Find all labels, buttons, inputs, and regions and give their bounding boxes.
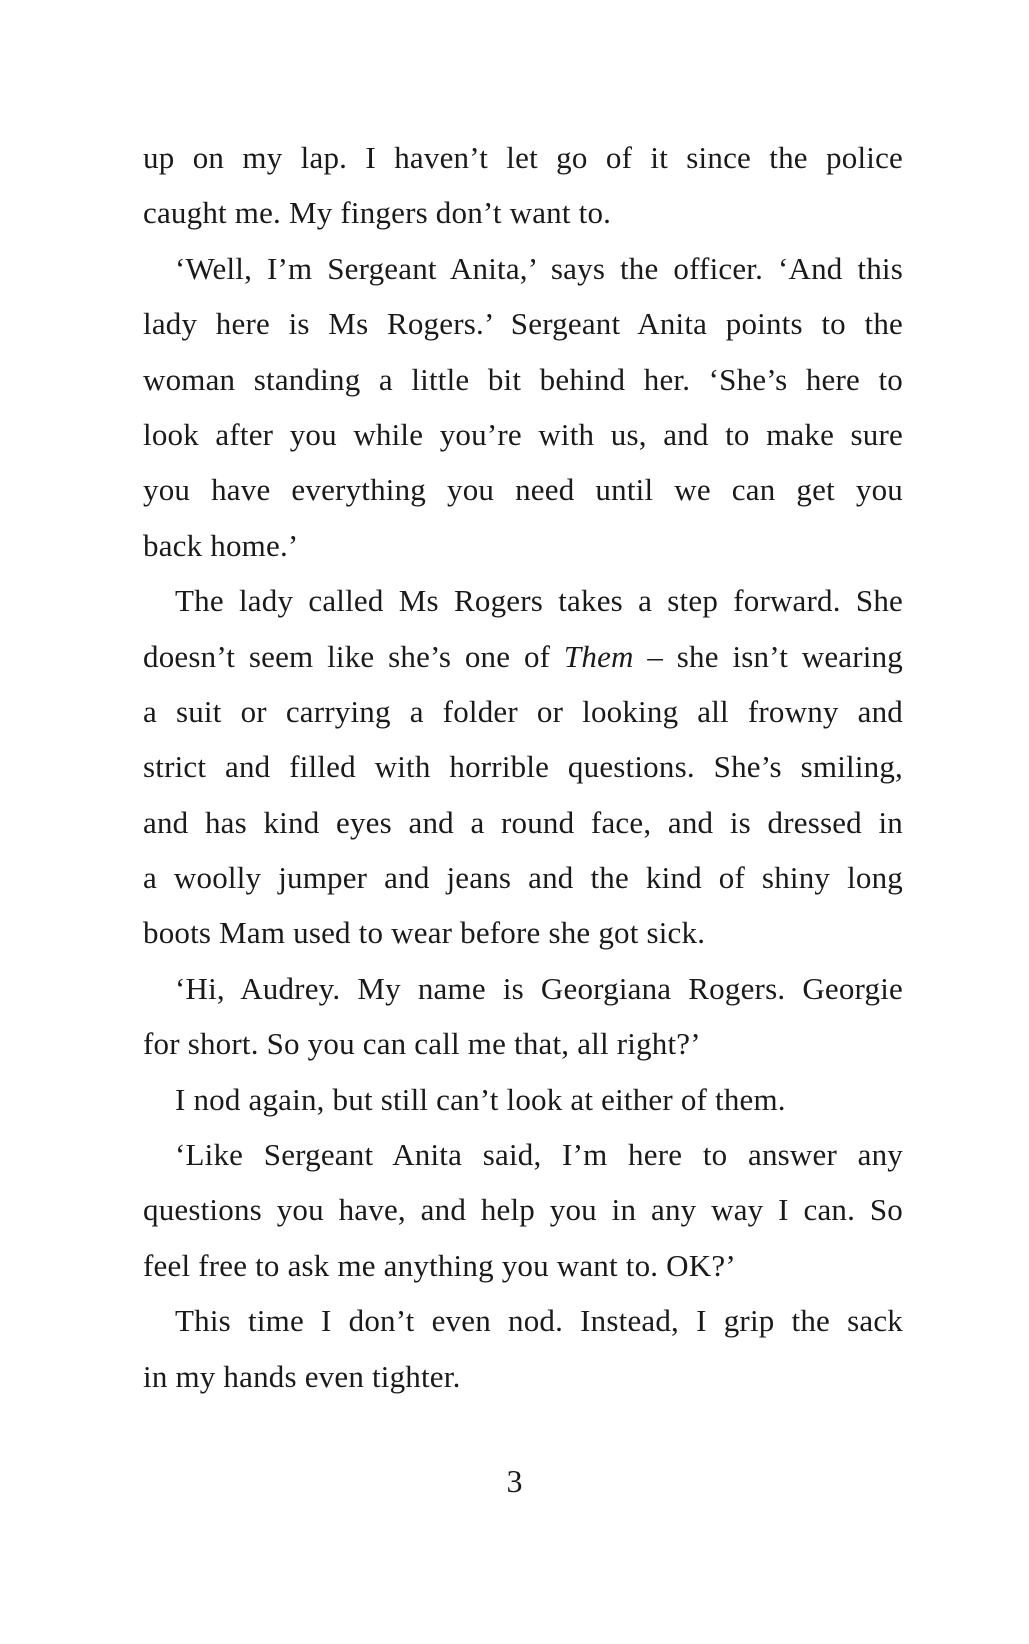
- text-line: you have everything you need until we can get you: [143, 472, 903, 508]
- text-line: up on my lap. I haven’t let go of it since the police: [143, 140, 903, 175]
- text-line: caught me. My fingers don’t want to.: [143, 195, 612, 231]
- italic-word: Them: [563, 638, 634, 674]
- text-line-segment: doesn’t seem like she’s one of: [143, 638, 564, 674]
- text-line: woman standing a little bit behind her. ‘She’s here to: [143, 361, 903, 397]
- text-line: boots Mam used to wear before she got sick.: [143, 915, 706, 951]
- text-line: ‘Well, I’m Sergeant Anita,’ says the officer. ‘And this: [175, 250, 903, 286]
- text-line: a woolly jumper and jeans and the kind of shiny long: [143, 860, 903, 896]
- text-line: look after you while you’re with us, and to make sure: [143, 416, 903, 452]
- text-line: strict and filled with horrible questions. She’s smiling,: [143, 749, 903, 785]
- text-line: This time I don’t even nod. Instead, I grip the sack: [175, 1303, 903, 1339]
- text-line: ‘Like Sergeant Anita said, I’m here to answer any: [175, 1137, 903, 1173]
- body-text: [143, 130, 903, 1404]
- text-line: lady here is Ms Rogers.’ Sergeant Anita points to the: [143, 306, 903, 342]
- text-line: [143, 629, 903, 684]
- text-line: ‘Hi, Audrey. My name is Georgiana Rogers. Georgie: [175, 970, 903, 1006]
- text-line: for short. So you can call me that, all right?’: [143, 1026, 701, 1062]
- text-line: back home.’: [143, 527, 299, 563]
- text-line-segment: – she isn’t wearing: [633, 638, 903, 674]
- text-line: feel free to ask me anything you want to. OK?’: [143, 1247, 736, 1283]
- text-line: a suit or carrying a folder or looking all frowny and: [143, 693, 903, 729]
- text-line: questions you have, and help you in any way I can. So: [143, 1192, 903, 1228]
- text-line: I nod again, but still can’t look at either of them.: [175, 1081, 786, 1117]
- text-line: The lady called Ms Rogers takes a step forward. She: [175, 583, 903, 619]
- text-line: and has kind eyes and a round face, and is dressed in: [143, 804, 903, 840]
- text-line: in my hands even tighter.: [143, 1358, 461, 1394]
- page-number: 3: [506, 1463, 523, 1499]
